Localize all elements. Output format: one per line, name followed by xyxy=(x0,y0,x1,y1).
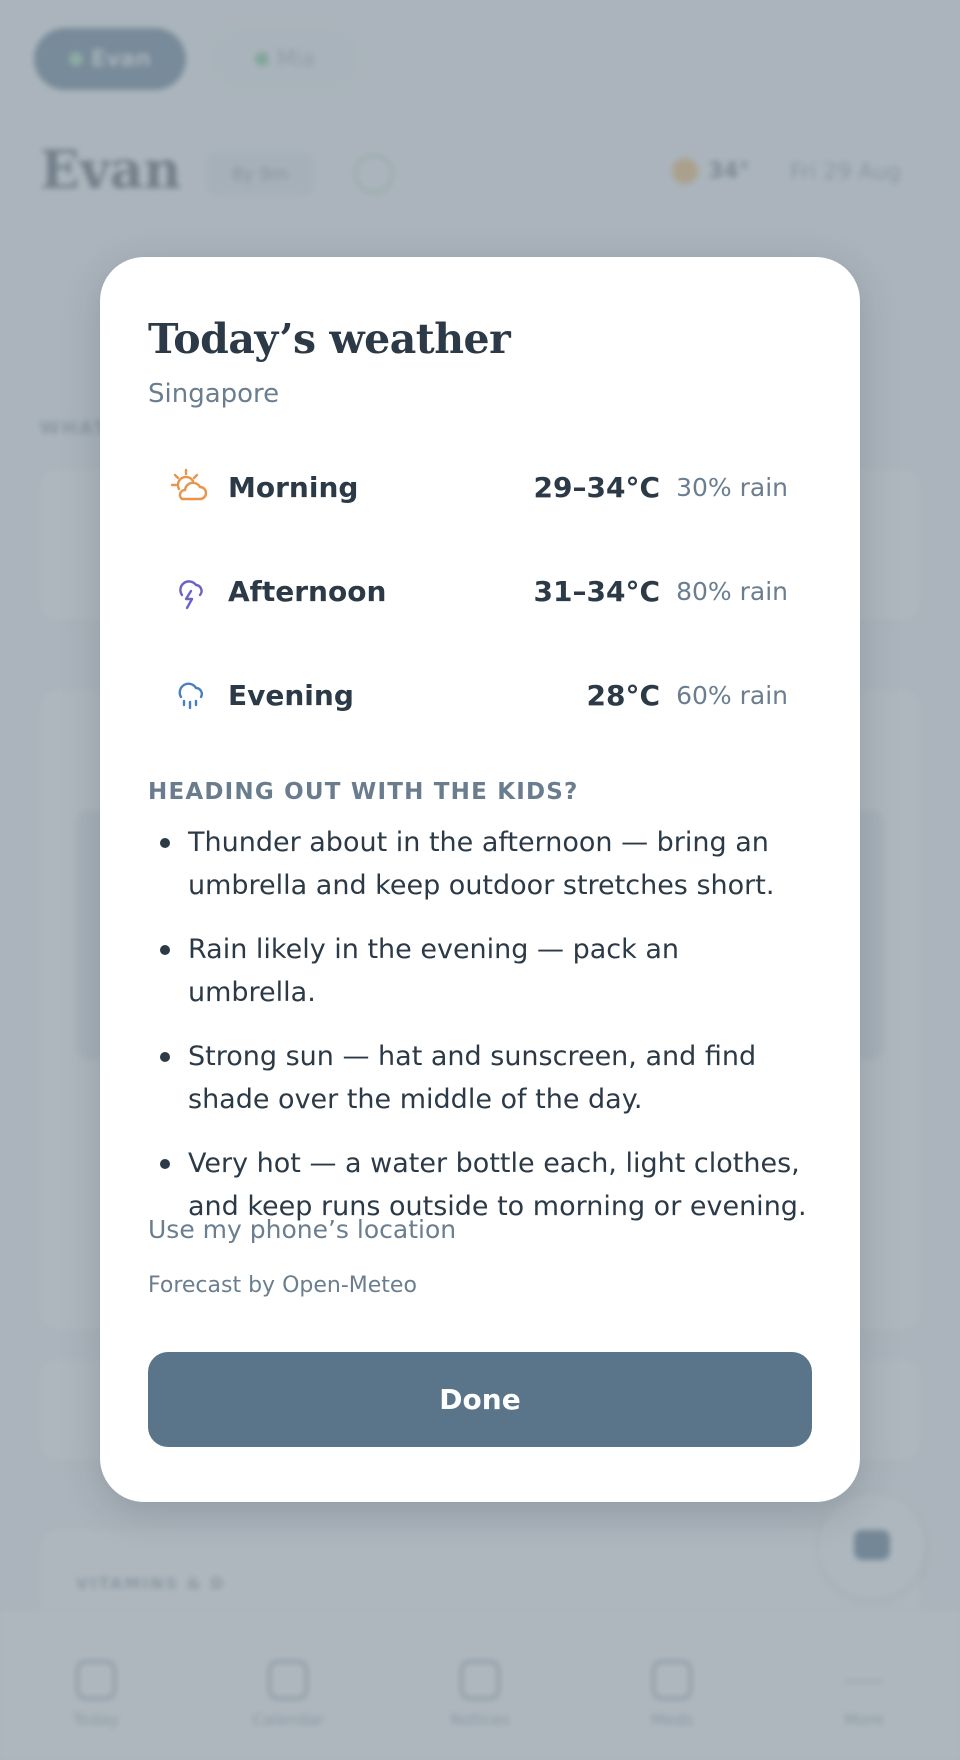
advice-item: Very hot — a water bottle each, light clothes, and keep runs outside to morning or evening. xyxy=(188,1142,808,1228)
use-phone-location-link[interactable]: Use my phone’s location xyxy=(148,1215,457,1244)
sun-cloud-icon xyxy=(170,467,210,507)
period-row-morning xyxy=(148,437,812,541)
advice-item: Strong sun — hat and sunscreen, and find shade over the middle of the day. xyxy=(188,1035,808,1121)
dialog-title: Today’s weather xyxy=(148,315,511,363)
rain-cloud-icon xyxy=(170,675,210,715)
done-button[interactable]: Done xyxy=(148,1352,812,1447)
thunderstorm-icon xyxy=(170,571,210,611)
advice-item: Rain likely in the evening — pack an umbrella. xyxy=(188,928,808,1014)
advice-heading: HEADING OUT WITH THE KIDS? xyxy=(148,779,579,805)
forecast-periods xyxy=(148,437,812,749)
advice-list xyxy=(148,821,808,1249)
forecast-attribution: Forecast by Open-Meteo xyxy=(148,1273,417,1298)
location-label: Singapore xyxy=(148,379,280,409)
period-rain-chance: 30% rain xyxy=(676,473,788,502)
period-name: Afternoon xyxy=(228,575,387,608)
period-rain-chance: 60% rain xyxy=(676,681,788,710)
period-rain-chance: 80% rain xyxy=(676,577,788,606)
advice-item: Thunder about in the afternoon — bring an umbrella and keep outdoor stretches short. xyxy=(188,821,808,907)
weather-dialog xyxy=(100,257,860,1502)
period-name: Evening xyxy=(228,679,354,712)
period-temperature: 29–34°C xyxy=(533,471,660,504)
period-temperature: 31–34°C xyxy=(533,575,660,608)
period-row-afternoon xyxy=(148,541,812,645)
period-row-evening xyxy=(148,645,812,749)
period-name: Morning xyxy=(228,471,359,504)
period-temperature: 28°C xyxy=(586,679,660,712)
